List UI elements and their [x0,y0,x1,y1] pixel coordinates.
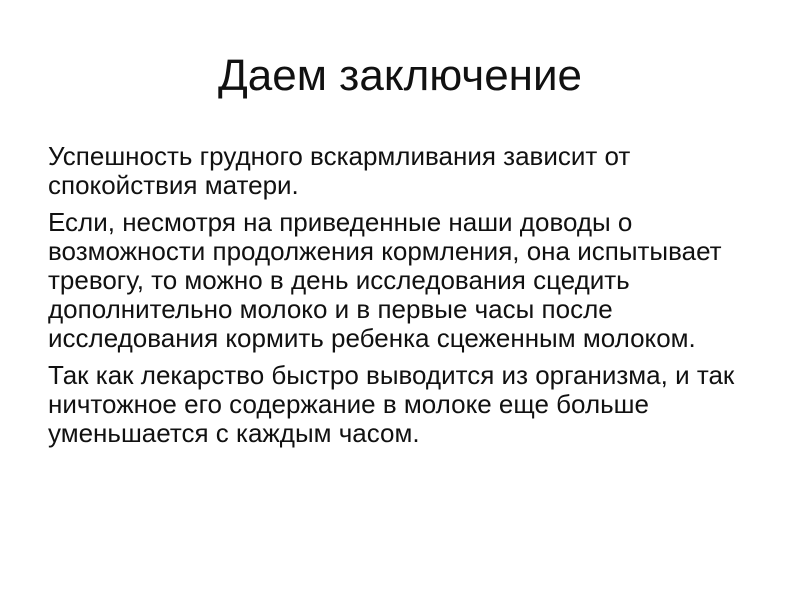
paragraph-breastfeeding-success: Успешность грудного вскармливания зависит от спокойствия матери. [48,141,631,200]
paragraph-drug-elimination: Так как лекарство быстро выводится из организма, и так ничтожное его содержание в молоке еще больше уменьшается с каждым часом. [48,360,735,448]
slide-title: Даем заключение [217,51,583,100]
slide-body [48,142,760,456]
paragraph-expressing-milk: Если, несмотря на приведенные наши доводы о возможности продолжения кормления, она испытывает тревогу, то можно в день исследования сцедить дополнительно молоко и в первые часы после исследования кормить ребенка сцеженным молоком. [48,207,722,353]
